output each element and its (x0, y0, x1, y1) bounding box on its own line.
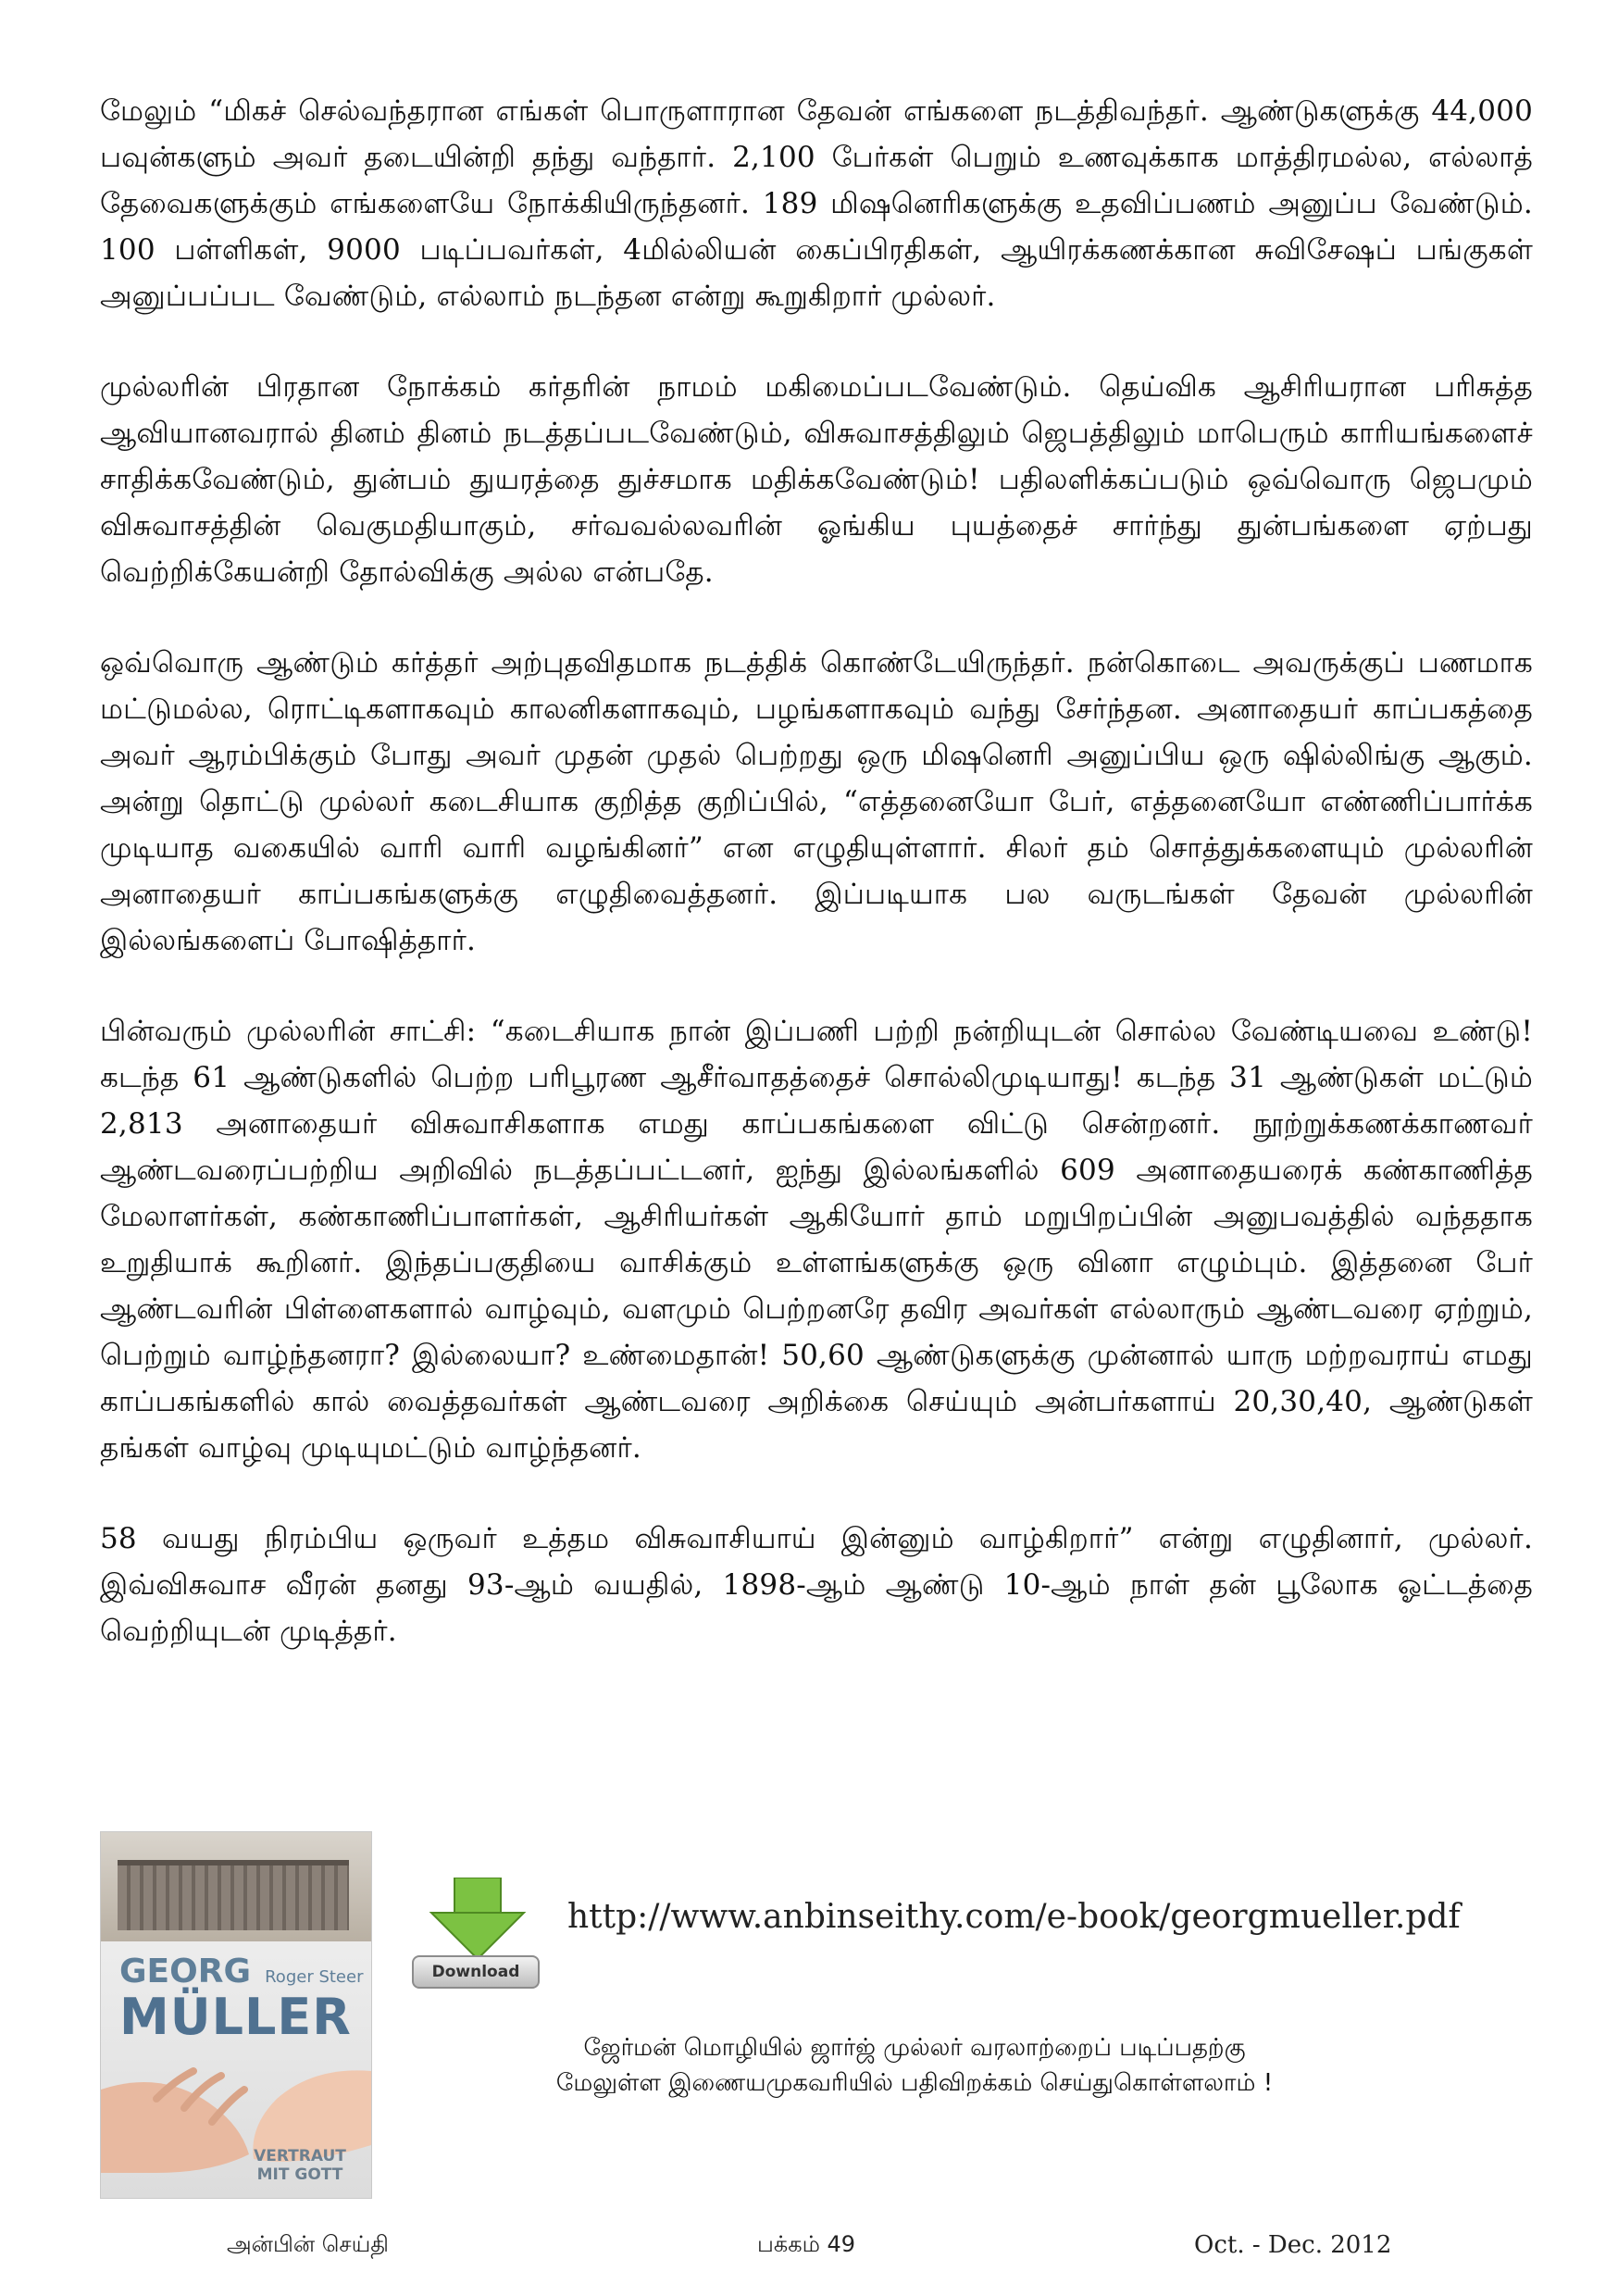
paragraph-5: 58 வயது நிரம்பிய ஒருவர் உத்தம விசுவாசியாய் இன்னும் வாழ்கிறார்” என்று எழுதினார், முல்லர். இவ்விசுவாச வீரன் தனது 93-ஆம் வயதில், 1898-ஆம் ஆண்டு 10-ஆம் நாள் தன் பூலோக ஓட்டத்தை வெற்றியுடன் முடித்தர். (100, 1522, 1533, 1648)
ebook-url-link[interactable]: http://www.anbinseithy.com/e-book/georgmueller.pdf (567, 1898, 1461, 1936)
paragraph-3: ஒவ்வொரு ஆண்டும் கர்த்தர் அற்புதவிதமாக நடத்திக் கொண்டேயிருந்தர். நன்கொடை அவருக்குப் பணமாக மட்டுமல்ல, ரொட்டிகளாகவும் காலனிகளாகவும், பழங்களாகவும் வந்து சேர்ந்தன. அனாதையர் காப்பகத்தை அவர் ஆரம்பிக்கும் போது அவர் முதன் முதல் பெற்றது ஒரு மிஷனெரி அனுப்பிய ஒரு ஷில்லிங்கு ஆகும். அன்று தொட்டு முல்லர் கடைசியாக குறித்த குறிப்பில், “எத்தனையோ பேர், எத்தனையோ எண்ணிப்பார்க்க முடியாத வகையில் வாரி வாரி வழங்கினர்” என எழுதியுள்ளார். சிலர் தம் சொத்துக்களையும் முல்லரின் அனாதையர் காப்பகங்களுக்கு எழுதிவைத்தனர். இப்படியாக பல வருடங்கள் தேவன் முல்லரின் இல்லங்களைப் போஷித்தார். (100, 646, 1533, 957)
article-body (100, 88, 1533, 1699)
book-title-first: GEORG (119, 1953, 252, 1990)
paragraph-2: முல்லரின் பிரதான நோக்கம் கர்தரின் நாமம் மகிமைப்படவேண்டும். தெய்விக ஆசிரியரான பரிசுத்த ஆவியானவரால் தினம் தினம் நடத்தப்படவேண்டும், விசுவாசத்திலும் ஜெபத்திலும் மாபெரும் காரியங்களைச் சாதிக்கவேண்டும், துன்பம் துயரத்தை துச்சமாக மதிக்கவேண்டும்! பதிலளிக்கப்படும் ஒவ்வொரு ஜெபமும் விசுவாசத்தின் வெகுமதியாகும், சர்வவல்லவரின் ஓங்கிய புயத்தைச் சார்ந்து துன்பங்களை ஏற்பது வெற்றிக்கேயன்றி தோல்விக்கு அல்ல என்பதே. (100, 370, 1533, 589)
download-label: Download (412, 1955, 540, 1989)
ebook-promo (100, 1831, 1533, 2202)
book-author: Roger Steer (265, 1967, 364, 1987)
book-cover-image (100, 1831, 372, 2199)
issue-date: Oct. - Dec. 2012 (1194, 2231, 1392, 2259)
download-arrow-icon (408, 1878, 547, 1961)
download-note: ஜேர்மன் மொழியில் ஜார்ஜ் முல்லர் வரலாற்றைப் படிப்பதற்கு மேலுள்ள இணையமுகவரியில் பதிவிறக்கம் செய்துகொள்ளலாம் ! (555, 2034, 1274, 2097)
publication-name: அன்பின் செய்தி (227, 2231, 389, 2257)
paragraph-1: மேலும் “மிகச் செல்வந்தரான எங்கள் பொருளாரான தேவன் எங்களை நடத்திவந்தர். ஆண்டுகளுக்கு 44,000 பவுன்களும் அவர் தடையின்றி தந்து வந்தார். 2,100 பேர்கள் பெறும் உணவுக்காக மாத்திரமல்ல, எல்லாத் தேவைகளுக்கும் எங்களையே நோக்கியிருந்தனர். 189 மிஷனெரிகளுக்கு உதவிப்பணம் அனுப்ப வேண்டும். 100 பள்ளிகள், 9000 படிப்பவர்கள், 4மில்லியன் கைப்பிரதிகள், ஆயிரக்கணக்கான சுவிசேஷப் பங்குகள் அனுப்பப்பட வேண்டும், எல்லாம் நடந்தன என்று கூறுகிறார் முல்லர். (100, 94, 1533, 313)
building-photo (101, 1832, 371, 1941)
book-subtitle: VERTRAUT MIT GOTT (254, 2147, 346, 2184)
page-number: பக்கம் 49 (757, 2231, 856, 2257)
download-button[interactable] (408, 1878, 547, 1998)
book-title-last: MÜLLER (119, 1988, 352, 2046)
paragraph-4: பின்வரும் முல்லரின் சாட்சி: “கடைசியாக நான் இப்பணி பற்றி நன்றியுடன் சொல்ல வேண்டியவை உண்டு! கடந்த 61 ஆண்டுகளில் பெற்ற பரிபூரண ஆசீர்வாதத்தைச் சொல்லிமுடியாது! கடந்த 31 ஆண்டுகள் மட்டும் 2,813 அனாதையர் விசுவாசிகளாக எமது காப்பகங்களை விட்டு சென்றனர். நூற்றுக்கணக்காணவர் ஆண்டவரைப்பற்றிய அறிவில் நடத்தப்பட்டனர், ஐந்து இல்லங்களில் 609 அனாதையரைக் கண்காணித்த மேலாளர்கள், கண்காணிப்பாளர்கள், ஆசிரியர்கள் ஆகியோர் தாம் மறுபிறப்பின் அனுபவத்தில் வந்ததாக உறுதியாக் கூறினர். இந்தப்பகுதியை வாசிக்கும் உள்ளங்களுக்கு ஒரு வினா எழும்பும். இத்தனை பேர் ஆண்டவரின் பிள்ளைகளால் வாழ்வும், வளமும் பெற்றனரே தவிர அவர்கள் எல்லாரும் ஆண்டவரை ஏற்றும், பெற்றும் வாழ்ந்தனரா? இல்லையா? உண்மைதான்! 50,60 ஆண்டுகளுக்கு முன்னால் யாரு மற்றவராய் எமது காப்பகங்களில் கால் வைத்தவர்கள் ஆண்டவரை அறிக்கை செய்யும் அன்பர்களாய் 20,30,40, ஆண்டுகள் தங்கள் வாழ்வு முடியுமட்டும் வாழ்ந்தனர். (100, 1015, 1533, 1465)
page-footer (0, 2231, 1618, 2268)
